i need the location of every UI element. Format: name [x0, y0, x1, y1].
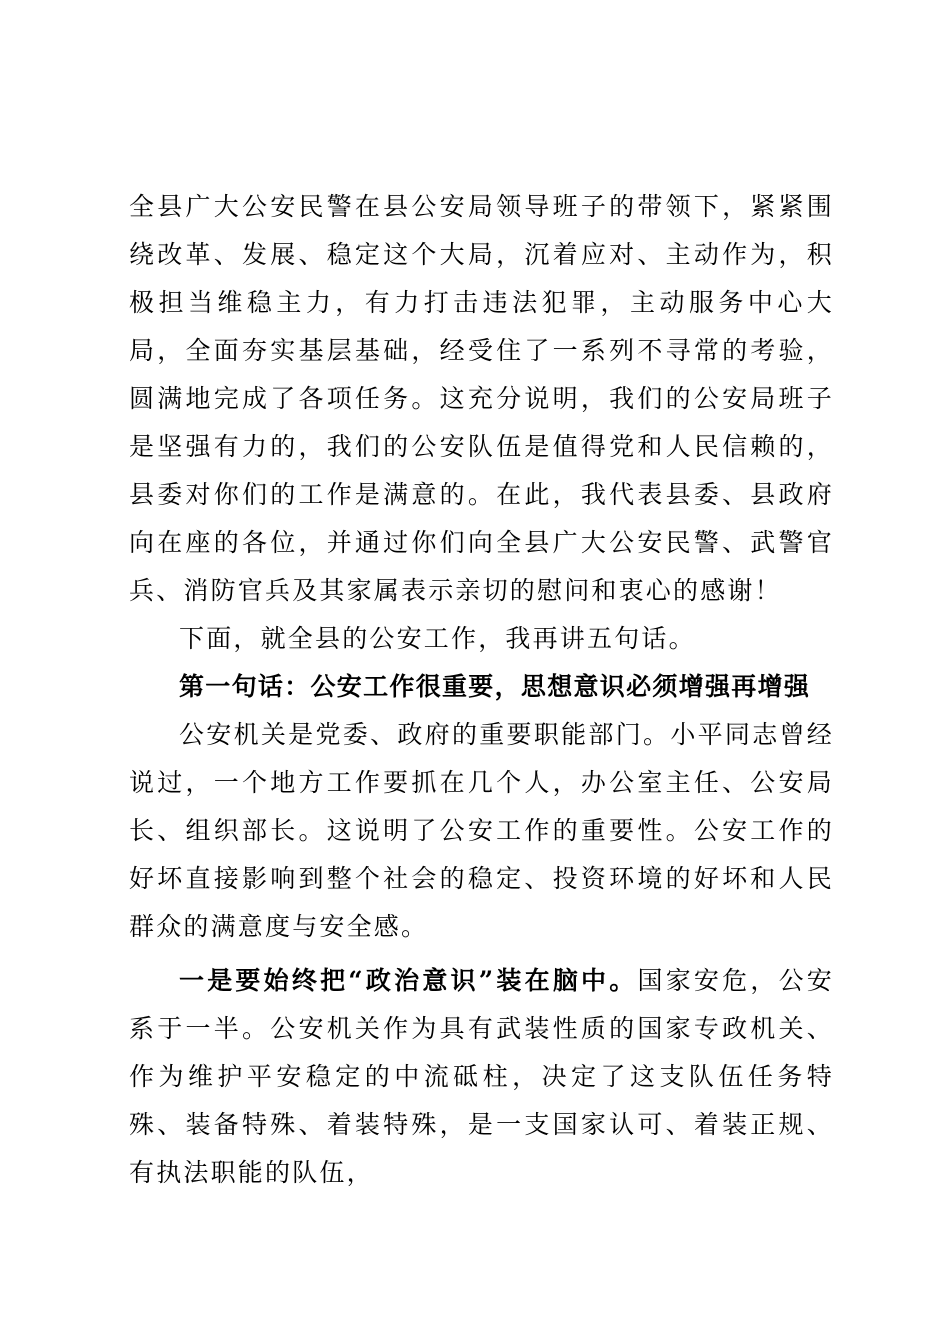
paragraph-text: 公安机关是党委、政府的重要职能部门。小平同志曾经说过，一个地方工作要抓在几个人，办公室主任、公安局长、组织部长。这说明了公安工作的重要性。公安工作的好坏直接影响到整个社会的稳定、投资环境的好坏和人民群众的满意度与安全感。: [129, 720, 834, 941]
heading-text: 第一句话：公安工作很重要，思想意识必须增强再增强: [179, 672, 811, 701]
paragraph-text: 国家安危，公安系于一半。公安机关作为具有武装性质的国家专政机关、作为维护平安稳定的中流砥柱，决定了这支队伍任务特殊、装备特殊、着装特殊，是一支国家认可、着装正规、有执法职能的队伍，: [129, 966, 834, 1187]
section-heading: [129, 663, 834, 711]
document-body: [129, 183, 834, 1197]
paragraph-lead-bold: 一是要始终把“政治意识”装在脑中。: [179, 966, 638, 995]
paragraph-transition: [129, 615, 834, 663]
paragraph-text: 下面，就全县的公安工作，我再讲五句话。: [179, 624, 696, 653]
paragraph-importance: [129, 711, 834, 951]
paragraph-political-awareness: [129, 957, 834, 1197]
paragraph-text: 全县广大公安民警在县公安局领导班子的带领下，紧紧围绕改革、发展、稳定这个大局，沉着应对、主动作为，积极担当维稳主力，有力打击违法犯罪，主动服务中心大局，全面夯实基层基础，经受住了一系列不寻常的考验，圆满地完成了各项任务。这充分说明，我们的公安局班子是坚强有力的，我们的公安队伍是值得党和人民信赖的，县委对你们的工作是满意的。在此，我代表县委、县政府向在座的各位，并通过你们向全县广大公安民警、武警官兵、消防官兵及其家属表示亲切的慰问和衷心的感谢！: [129, 192, 834, 605]
paragraph-summary: [129, 183, 834, 615]
